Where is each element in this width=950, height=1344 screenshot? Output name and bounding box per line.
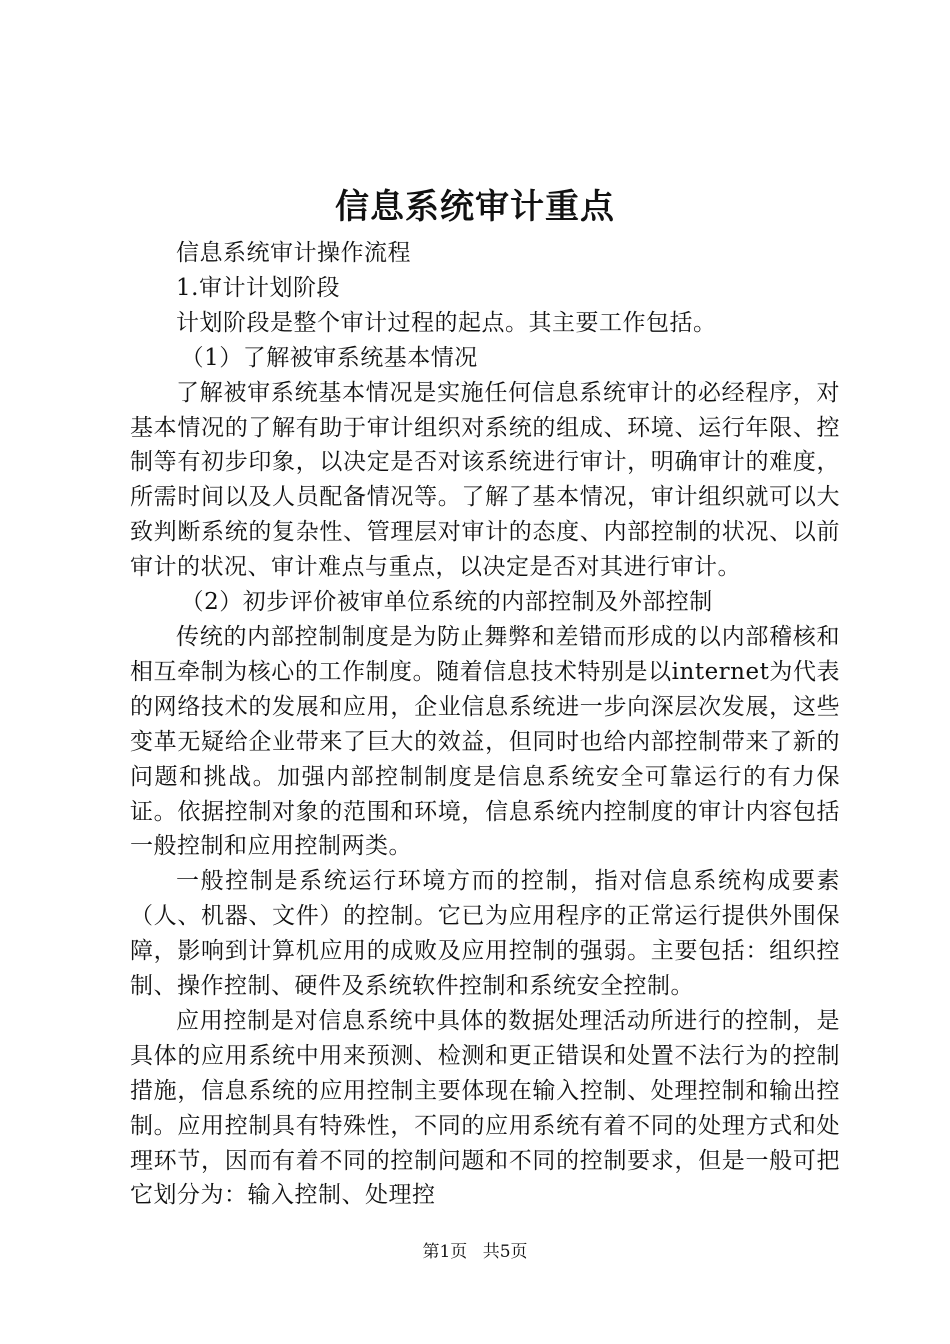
- body-paragraph: 1.审计计划阶段: [176, 274, 340, 301]
- body-paragraph: 应用控制是对信息系统中具体的数据处理活动所进行的控制，是具体的应用系统中用来预测、检测和更正错误和处置不法行为的控制措施，信息系统的应用控制主要体现在输入控制、处理控制和输出控制。应用控制具有特殊性，不同的应用系统有着不同的处理方式和处理环节，因而有着不同的控制问题和不同的控制要求，但是一般可把它划分为：输入控制、处理控: [130, 1007, 840, 1209]
- page-number: 第1页: [422, 1242, 468, 1262]
- page-total: 共5页: [482, 1242, 528, 1262]
- document-title: 信息系统审计重点: [335, 187, 615, 227]
- body-paragraph: 一般控制是系统运行环境方而的控制，指对信息系统构成要素（人、机器、文件）的控制。它已为应用程序的正常运行提供外围保障，影响到计算机应用的成败及应用控制的强弱。主要包括：组织控制、操作控制、硬件及系统软件控制和系统安全控制。: [130, 868, 840, 1000]
- section-heading: （1）了解被审系统基本情况: [180, 344, 478, 371]
- document-body: [130, 236, 840, 1213]
- body-paragraph: 信息系统审计操作流程: [176, 240, 411, 266]
- page-footer: [0, 1240, 950, 1264]
- body-paragraph: 传统的内部控制制度是为防止舞弊和差错而形成的以内部稽核和相互牵制为核心的工作制度。随着信息技术特别是以internet为代表的网络技术的发展和应用，企业信息系统进一步向深层次发展，这些变革无疑给企业带来了巨大的效益，但同时也给内部控制带来了新的问题和挑战。加强内部控制制度是信息系统安全可靠运行的有力保证。依据控制对象的范围和环境，信息系统内控制度的审计内容包括一般控制和应用控制两类。: [130, 623, 840, 860]
- body-paragraph: 了解被审系统基本情况是实施任何信息系统审计的必经程序，对基本情况的了解有助于审计组织对系统的组成、环境、运行年限、控制等有初步印象，以决定是否对该系统进行审计，明确审计的难度，所需时间以及人员配备情况等。了解了基本情况，审计组织就可以大致判断系统的复杂性、管理层对审计的态度、内部控制的状况、以前审计的状况、审计难点与重点，以决定是否对其进行审计。: [130, 379, 840, 581]
- body-paragraph: 计划阶段是整个审计过程的起点。其主要工作包括。: [176, 309, 717, 336]
- section-heading: （2）初步评价被审单位系统的内部控制及外部控制: [180, 589, 713, 616]
